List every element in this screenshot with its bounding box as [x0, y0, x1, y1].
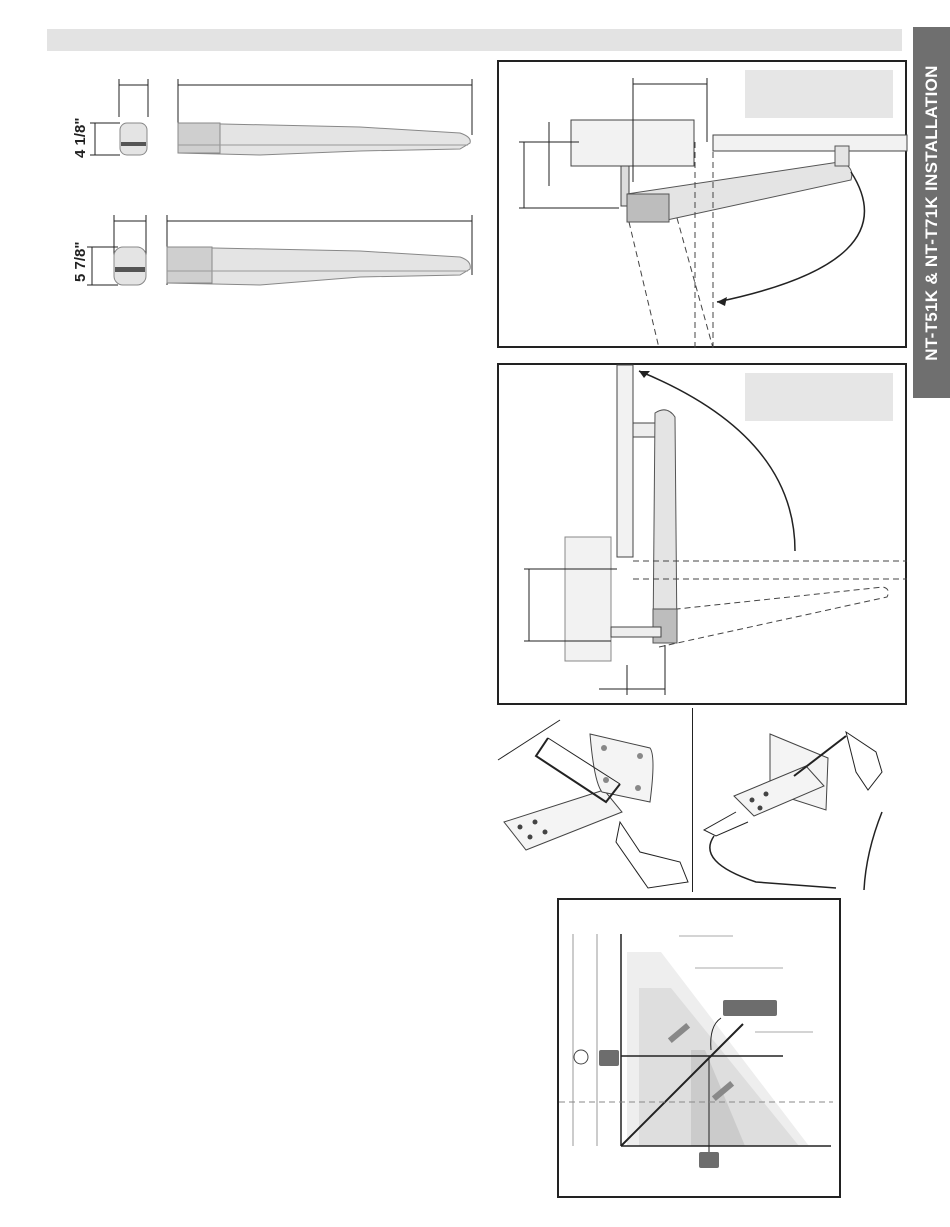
pull-to-open-drawing [499, 62, 909, 350]
hacksaw-icon [530, 740, 531, 741]
section-side-tab [913, 27, 950, 398]
small-model-height-label: 4 1/8" [72, 117, 89, 158]
bracket-cutting-illustration [490, 712, 695, 892]
large-operator-drawing [60, 75, 480, 295]
push-to-open-drawing [499, 365, 909, 707]
illustration-divider [692, 708, 693, 892]
chart-label-chip-left [599, 1050, 619, 1066]
large-model-height-label: 5 7/8" [72, 241, 89, 282]
push-to-open-diagram [497, 363, 907, 705]
selection-chart [557, 898, 841, 1198]
chart-label-chip-top [723, 1000, 777, 1016]
operator-dimension-drawings [60, 75, 480, 295]
section-title: NT-T51K & NT-T71K INSTALLATION [921, 64, 941, 361]
page-header-bar [47, 29, 902, 51]
pull-to-open-diagram [497, 60, 907, 348]
welding-torch-icon [846, 740, 847, 741]
chart-label-chip-bottom [699, 1152, 719, 1168]
bracket-welding-illustration [696, 712, 911, 892]
